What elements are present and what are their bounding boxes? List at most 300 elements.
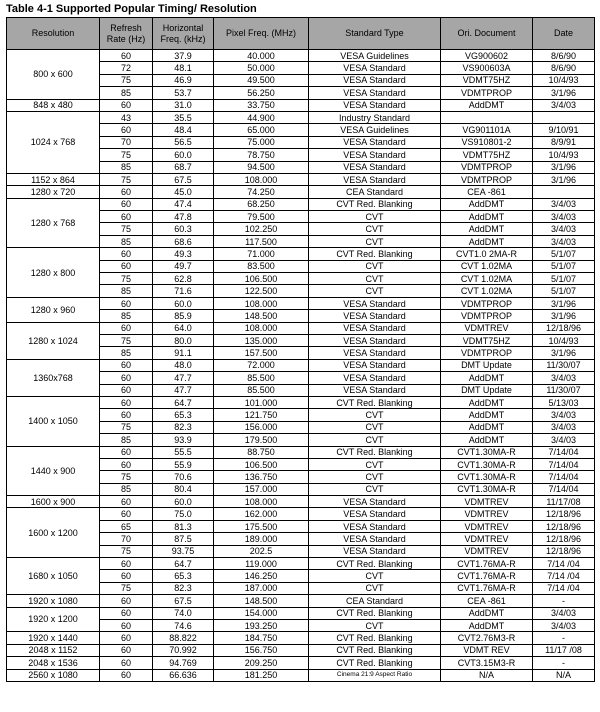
pixel-freq-cell: 108.000 bbox=[214, 496, 309, 508]
ori-document-cell: AddDMT bbox=[441, 372, 533, 384]
standard-type-cell: Industry Standard bbox=[309, 111, 441, 123]
pixel-freq-cell: 74.250 bbox=[214, 186, 309, 198]
refresh-rate-cell: 70 bbox=[100, 136, 153, 148]
ori-document-cell: VDMT REV bbox=[441, 644, 533, 656]
date-cell: 12/18/96 bbox=[533, 533, 595, 545]
refresh-rate-cell: 60 bbox=[100, 644, 153, 656]
ori-document-cell: VG900602 bbox=[441, 50, 533, 62]
standard-type-cell: CVT bbox=[309, 471, 441, 483]
resolution-cell: 1152 x 864 bbox=[7, 173, 100, 185]
refresh-rate-cell: 75 bbox=[100, 545, 153, 557]
horizontal-freq-cell: 47.8 bbox=[153, 211, 214, 223]
pixel-freq-cell: 106.500 bbox=[214, 273, 309, 285]
refresh-rate-cell: 85 bbox=[100, 483, 153, 495]
refresh-rate-cell: 60 bbox=[100, 186, 153, 198]
resolution-cell: 1280 x 1024 bbox=[7, 322, 100, 359]
resolution-cell: 1360x768 bbox=[7, 359, 100, 396]
table-row bbox=[7, 173, 595, 185]
table-caption: Table 4-1 Supported Popular Timing/ Resolution bbox=[6, 3, 257, 15]
header-ori-document: Ori. Document bbox=[441, 18, 533, 50]
ori-document-cell: AddDMT bbox=[441, 198, 533, 210]
standard-type-cell: VESA Standard bbox=[309, 520, 441, 532]
ori-document-cell: CVT1.30MA-R bbox=[441, 458, 533, 470]
ori-document-cell: CVT1.76MA-R bbox=[441, 582, 533, 594]
date-cell: 7/14/04 bbox=[533, 458, 595, 470]
horizontal-freq-cell: 56.5 bbox=[153, 136, 214, 148]
table-row bbox=[7, 111, 595, 123]
date-cell: 3/4/03 bbox=[533, 434, 595, 446]
date-cell: 3/1/96 bbox=[533, 161, 595, 173]
date-cell: 10/4/93 bbox=[533, 74, 595, 86]
standard-type-cell: VESA Standard bbox=[309, 359, 441, 371]
standard-type-cell: VESA Standard bbox=[309, 545, 441, 557]
ori-document-cell: AddDMT bbox=[441, 421, 533, 433]
standard-type-cell: CVT Red. Blanking bbox=[309, 446, 441, 458]
refresh-rate-cell: 60 bbox=[100, 458, 153, 470]
ori-document-cell: AddDMT bbox=[441, 211, 533, 223]
ori-document-cell: CVT1.76MA-R bbox=[441, 558, 533, 570]
standard-type-cell: CVT Red. Blanking bbox=[309, 248, 441, 260]
resolution-cell: 1680 x 1050 bbox=[7, 558, 100, 595]
standard-type-cell: CVT Red. Blanking bbox=[309, 657, 441, 669]
horizontal-freq-cell: 49.7 bbox=[153, 260, 214, 272]
horizontal-freq-cell: 64.7 bbox=[153, 396, 214, 408]
refresh-rate-cell: 60 bbox=[100, 297, 153, 309]
ori-document-cell: VDMTPROP bbox=[441, 297, 533, 309]
horizontal-freq-cell: 48.1 bbox=[153, 62, 214, 74]
horizontal-freq-cell: 53.7 bbox=[153, 87, 214, 99]
horizontal-freq-cell: 65.3 bbox=[153, 409, 214, 421]
horizontal-freq-cell: 94.769 bbox=[153, 657, 214, 669]
pixel-freq-cell: 121.750 bbox=[214, 409, 309, 421]
ori-document-cell: DMT Update bbox=[441, 384, 533, 396]
refresh-rate-cell: 60 bbox=[100, 508, 153, 520]
standard-type-cell: CVT Red. Blanking bbox=[309, 198, 441, 210]
date-cell: - bbox=[533, 657, 595, 669]
date-cell: 9/10/91 bbox=[533, 124, 595, 136]
horizontal-freq-cell: 46.9 bbox=[153, 74, 214, 86]
resolution-cell: 848 x 480 bbox=[7, 99, 100, 111]
date-cell: 5/1/07 bbox=[533, 273, 595, 285]
refresh-rate-cell: 60 bbox=[100, 607, 153, 619]
ori-document-cell: VDMTREV bbox=[441, 545, 533, 557]
ori-document-cell: CVT 1.02MA bbox=[441, 273, 533, 285]
horizontal-freq-cell: 49.3 bbox=[153, 248, 214, 260]
horizontal-freq-cell: 45.0 bbox=[153, 186, 214, 198]
refresh-rate-cell: 60 bbox=[100, 99, 153, 111]
horizontal-freq-cell: 47.4 bbox=[153, 198, 214, 210]
pixel-freq-cell: 108.000 bbox=[214, 173, 309, 185]
standard-type-cell: CVT Red. Blanking bbox=[309, 632, 441, 644]
table-row bbox=[7, 558, 595, 570]
refresh-rate-cell: 85 bbox=[100, 87, 153, 99]
horizontal-freq-cell: 60.0 bbox=[153, 297, 214, 309]
standard-type-cell: CVT Red. Blanking bbox=[309, 396, 441, 408]
resolution-cell: 1920 x 1200 bbox=[7, 607, 100, 632]
refresh-rate-cell: 75 bbox=[100, 74, 153, 86]
table-row bbox=[7, 396, 595, 408]
refresh-rate-cell: 75 bbox=[100, 273, 153, 285]
standard-type-cell: VESA Standard bbox=[309, 322, 441, 334]
ori-document-cell: VS910801-2 bbox=[441, 136, 533, 148]
ori-document-cell: VDMTREV bbox=[441, 520, 533, 532]
pixel-freq-cell: 72.000 bbox=[214, 359, 309, 371]
date-cell: 3/4/03 bbox=[533, 421, 595, 433]
refresh-rate-cell: 85 bbox=[100, 285, 153, 297]
refresh-rate-cell: 75 bbox=[100, 223, 153, 235]
refresh-rate-cell: 65 bbox=[100, 520, 153, 532]
standard-type-cell: CVT bbox=[309, 434, 441, 446]
table-row bbox=[7, 508, 595, 520]
refresh-rate-cell: 75 bbox=[100, 149, 153, 161]
pixel-freq-cell: 85.500 bbox=[214, 384, 309, 396]
date-cell: 7/14/04 bbox=[533, 446, 595, 458]
refresh-rate-cell: 60 bbox=[100, 372, 153, 384]
table-row bbox=[7, 595, 595, 607]
table-row bbox=[7, 657, 595, 669]
refresh-rate-cell: 85 bbox=[100, 347, 153, 359]
refresh-rate-cell: 60 bbox=[100, 669, 153, 681]
date-cell: 3/4/03 bbox=[533, 223, 595, 235]
refresh-rate-cell: 60 bbox=[100, 211, 153, 223]
pixel-freq-cell: 156.000 bbox=[214, 421, 309, 433]
refresh-rate-cell: 60 bbox=[100, 632, 153, 644]
pixel-freq-cell: 119.000 bbox=[214, 558, 309, 570]
ori-document-cell: VDMTPROP bbox=[441, 173, 533, 185]
standard-type-cell: VESA Standard bbox=[309, 372, 441, 384]
horizontal-freq-cell: 47.7 bbox=[153, 372, 214, 384]
date-cell: 12/18/96 bbox=[533, 322, 595, 334]
date-cell: 3/4/03 bbox=[533, 198, 595, 210]
standard-type-cell: CVT Red. Blanking bbox=[309, 644, 441, 656]
pixel-freq-cell: 122.500 bbox=[214, 285, 309, 297]
table-row bbox=[7, 632, 595, 644]
date-cell: 8/6/90 bbox=[533, 62, 595, 74]
date-cell: 7/14/04 bbox=[533, 483, 595, 495]
pixel-freq-cell: 88.750 bbox=[214, 446, 309, 458]
standard-type-cell: VESA Standard bbox=[309, 161, 441, 173]
ori-document-cell: VG901101A bbox=[441, 124, 533, 136]
date-cell: 5/1/07 bbox=[533, 285, 595, 297]
horizontal-freq-cell: 67.5 bbox=[153, 173, 214, 185]
horizontal-freq-cell: 64.7 bbox=[153, 558, 214, 570]
pixel-freq-cell: 193.250 bbox=[214, 619, 309, 631]
ori-document-cell: N/A bbox=[441, 669, 533, 681]
pixel-freq-cell: 154.000 bbox=[214, 607, 309, 619]
pixel-freq-cell: 156.750 bbox=[214, 644, 309, 656]
horizontal-freq-cell: 82.3 bbox=[153, 582, 214, 594]
date-cell: 8/9/91 bbox=[533, 136, 595, 148]
ori-document-cell: AddDMT bbox=[441, 99, 533, 111]
ori-document-cell: VDMT75HZ bbox=[441, 74, 533, 86]
pixel-freq-cell: 68.250 bbox=[214, 198, 309, 210]
horizontal-freq-cell: 85.9 bbox=[153, 310, 214, 322]
horizontal-freq-cell: 65.3 bbox=[153, 570, 214, 582]
horizontal-freq-cell: 75.0 bbox=[153, 508, 214, 520]
date-cell: 7/14 /04 bbox=[533, 582, 595, 594]
standard-type-cell: CVT bbox=[309, 260, 441, 272]
standard-type-cell: VESA Standard bbox=[309, 149, 441, 161]
horizontal-freq-cell: 60.0 bbox=[153, 496, 214, 508]
pixel-freq-cell: 136.750 bbox=[214, 471, 309, 483]
header-standard-type: Standard Type bbox=[309, 18, 441, 50]
horizontal-freq-cell: 48.0 bbox=[153, 359, 214, 371]
horizontal-freq-cell: 70.992 bbox=[153, 644, 214, 656]
pixel-freq-cell: 135.000 bbox=[214, 334, 309, 346]
resolution-cell: 1280 x 768 bbox=[7, 198, 100, 248]
date-cell: 3/4/03 bbox=[533, 607, 595, 619]
refresh-rate-cell: 60 bbox=[100, 359, 153, 371]
standard-type-cell: CVT bbox=[309, 285, 441, 297]
header-resolution: Resolution bbox=[7, 18, 100, 50]
refresh-rate-cell: 60 bbox=[100, 657, 153, 669]
header-pixel-freq: Pixel Freq. (MHz) bbox=[214, 18, 309, 50]
pixel-freq-cell: 187.000 bbox=[214, 582, 309, 594]
horizontal-freq-cell: 64.0 bbox=[153, 322, 214, 334]
table-header-row bbox=[7, 18, 595, 50]
date-cell: 7/14/04 bbox=[533, 471, 595, 483]
table-row bbox=[7, 446, 595, 458]
resolution-cell: 1400 x 1050 bbox=[7, 396, 100, 446]
standard-type-cell: VESA Standard bbox=[309, 87, 441, 99]
pixel-freq-cell: 56.250 bbox=[214, 87, 309, 99]
date-cell: 3/1/96 bbox=[533, 173, 595, 185]
ori-document-cell: CVT2.76M3-R bbox=[441, 632, 533, 644]
ori-document-cell: VDMT75HZ bbox=[441, 149, 533, 161]
pixel-freq-cell: 102.250 bbox=[214, 223, 309, 235]
standard-type-cell: Cinema 21:9 Aspect Ratio bbox=[309, 669, 441, 681]
refresh-rate-cell: 85 bbox=[100, 235, 153, 247]
refresh-rate-cell: 60 bbox=[100, 558, 153, 570]
horizontal-freq-cell: 81.3 bbox=[153, 520, 214, 532]
date-cell: 11/30/07 bbox=[533, 359, 595, 371]
ori-document-cell: VDMTPROP bbox=[441, 161, 533, 173]
ori-document-cell: DMT Update bbox=[441, 359, 533, 371]
table-row bbox=[7, 248, 595, 260]
pixel-freq-cell: 179.500 bbox=[214, 434, 309, 446]
ori-document-cell: AddDMT bbox=[441, 235, 533, 247]
pixel-freq-cell: 181.250 bbox=[214, 669, 309, 681]
table-row bbox=[7, 607, 595, 619]
standard-type-cell: VESA Standard bbox=[309, 99, 441, 111]
pixel-freq-cell: 75.000 bbox=[214, 136, 309, 148]
table-row bbox=[7, 669, 595, 681]
pixel-freq-cell: 157.000 bbox=[214, 483, 309, 495]
ori-document-cell: CVT1.30MA-R bbox=[441, 446, 533, 458]
ori-document-cell bbox=[441, 111, 533, 123]
resolution-cell: 2048 x 1536 bbox=[7, 657, 100, 669]
ori-document-cell: VDMTREV bbox=[441, 533, 533, 545]
refresh-rate-cell: 60 bbox=[100, 248, 153, 260]
refresh-rate-cell: 60 bbox=[100, 322, 153, 334]
refresh-rate-cell: 75 bbox=[100, 334, 153, 346]
refresh-rate-cell: 60 bbox=[100, 409, 153, 421]
standard-type-cell: VESA Standard bbox=[309, 508, 441, 520]
refresh-rate-cell: 60 bbox=[100, 496, 153, 508]
refresh-rate-cell: 75 bbox=[100, 173, 153, 185]
standard-type-cell: CVT bbox=[309, 619, 441, 631]
date-cell: 3/4/03 bbox=[533, 211, 595, 223]
pixel-freq-cell: 94.500 bbox=[214, 161, 309, 173]
standard-type-cell: CVT Red. Blanking bbox=[309, 607, 441, 619]
horizontal-freq-cell: 82.3 bbox=[153, 421, 214, 433]
standard-type-cell: CVT bbox=[309, 582, 441, 594]
refresh-rate-cell: 43 bbox=[100, 111, 153, 123]
pixel-freq-cell: 49.500 bbox=[214, 74, 309, 86]
ori-document-cell: VDMT75HZ bbox=[441, 334, 533, 346]
table-row bbox=[7, 186, 595, 198]
date-cell: - bbox=[533, 595, 595, 607]
horizontal-freq-cell: 55.9 bbox=[153, 458, 214, 470]
standard-type-cell: CVT bbox=[309, 211, 441, 223]
horizontal-freq-cell: 48.4 bbox=[153, 124, 214, 136]
refresh-rate-cell: 60 bbox=[100, 619, 153, 631]
date-cell: 12/18/96 bbox=[533, 520, 595, 532]
horizontal-freq-cell: 71.6 bbox=[153, 285, 214, 297]
refresh-rate-cell: 72 bbox=[100, 62, 153, 74]
ori-document-cell: AddDMT bbox=[441, 409, 533, 421]
standard-type-cell: VESA Standard bbox=[309, 496, 441, 508]
resolution-cell: 2560 x 1080 bbox=[7, 669, 100, 681]
horizontal-freq-cell: 31.0 bbox=[153, 99, 214, 111]
standard-type-cell: CVT bbox=[309, 409, 441, 421]
refresh-rate-cell: 85 bbox=[100, 434, 153, 446]
refresh-rate-cell: 60 bbox=[100, 260, 153, 272]
table-row bbox=[7, 322, 595, 334]
table-row bbox=[7, 359, 595, 371]
ori-document-cell: AddDMT bbox=[441, 607, 533, 619]
header-refresh-rate: Refresh Rate (Hz) bbox=[100, 18, 153, 50]
date-cell: 11/17/08 bbox=[533, 496, 595, 508]
ori-document-cell: VDMTPROP bbox=[441, 87, 533, 99]
standard-type-cell: VESA Standard bbox=[309, 136, 441, 148]
date-cell: 3/4/03 bbox=[533, 619, 595, 631]
standard-type-cell: CVT bbox=[309, 235, 441, 247]
table-row bbox=[7, 198, 595, 210]
standard-type-cell: VESA Guidelines bbox=[309, 50, 441, 62]
table-row bbox=[7, 99, 595, 111]
refresh-rate-cell: 60 bbox=[100, 50, 153, 62]
refresh-rate-cell: 70 bbox=[100, 533, 153, 545]
resolution-cell: 1920 x 1440 bbox=[7, 632, 100, 644]
date-cell: 8/6/90 bbox=[533, 50, 595, 62]
standard-type-cell: CVT bbox=[309, 570, 441, 582]
date-cell: 11/17 /08 bbox=[533, 644, 595, 656]
resolution-cell: 1600 x 1200 bbox=[7, 508, 100, 558]
timing-table bbox=[6, 17, 595, 682]
pixel-freq-cell: 202.5 bbox=[214, 545, 309, 557]
table-row bbox=[7, 297, 595, 309]
resolution-cell: 1280 x 960 bbox=[7, 297, 100, 322]
resolution-cell: 1600 x 900 bbox=[7, 496, 100, 508]
pixel-freq-cell: 85.500 bbox=[214, 372, 309, 384]
standard-type-cell: CEA Standard bbox=[309, 186, 441, 198]
pixel-freq-cell: 146.250 bbox=[214, 570, 309, 582]
resolution-cell: 1280 x 720 bbox=[7, 186, 100, 198]
table-body bbox=[7, 50, 595, 682]
standard-type-cell: CVT Red. Blanking bbox=[309, 558, 441, 570]
horizontal-freq-cell: 55.5 bbox=[153, 446, 214, 458]
standard-type-cell: VESA Standard bbox=[309, 347, 441, 359]
resolution-cell: 1920 x 1080 bbox=[7, 595, 100, 607]
standard-type-cell: CVT bbox=[309, 421, 441, 433]
horizontal-freq-cell: 35.5 bbox=[153, 111, 214, 123]
ori-document-cell: VDMTPROP bbox=[441, 347, 533, 359]
ori-document-cell: CEA -861 bbox=[441, 186, 533, 198]
ori-document-cell: CVT 1.02MA bbox=[441, 260, 533, 272]
date-cell: 3/1/96 bbox=[533, 87, 595, 99]
pixel-freq-cell: 40.000 bbox=[214, 50, 309, 62]
header-horizontal-freq: Horizontal Freq. (kHz) bbox=[153, 18, 214, 50]
table-row bbox=[7, 50, 595, 62]
standard-type-cell: VESA Standard bbox=[309, 334, 441, 346]
refresh-rate-cell: 60 bbox=[100, 384, 153, 396]
standard-type-cell: VESA Standard bbox=[309, 384, 441, 396]
horizontal-freq-cell: 67.5 bbox=[153, 595, 214, 607]
date-cell: 3/4/03 bbox=[533, 99, 595, 111]
refresh-rate-cell: 60 bbox=[100, 595, 153, 607]
horizontal-freq-cell: 66.636 bbox=[153, 669, 214, 681]
date-cell: 3/4/03 bbox=[533, 235, 595, 247]
ori-document-cell: CVT1.30MA-R bbox=[441, 483, 533, 495]
date-cell: 5/1/07 bbox=[533, 260, 595, 272]
date-cell: 3/4/03 bbox=[533, 409, 595, 421]
date-cell: N/A bbox=[533, 669, 595, 681]
pixel-freq-cell: 148.500 bbox=[214, 310, 309, 322]
date-cell: 3/4/03 bbox=[533, 372, 595, 384]
horizontal-freq-cell: 74.6 bbox=[153, 619, 214, 631]
table-row bbox=[7, 496, 595, 508]
date-cell: 12/18/96 bbox=[533, 508, 595, 520]
pixel-freq-cell: 50.000 bbox=[214, 62, 309, 74]
date-cell bbox=[533, 186, 595, 198]
horizontal-freq-cell: 60.0 bbox=[153, 149, 214, 161]
pixel-freq-cell: 108.000 bbox=[214, 322, 309, 334]
pixel-freq-cell: 33.750 bbox=[214, 99, 309, 111]
date-cell: 11/30/07 bbox=[533, 384, 595, 396]
pixel-freq-cell: 79.500 bbox=[214, 211, 309, 223]
ori-document-cell: CVT3.15M3-R bbox=[441, 657, 533, 669]
pixel-freq-cell: 106.500 bbox=[214, 458, 309, 470]
date-cell: - bbox=[533, 632, 595, 644]
pixel-freq-cell: 162.000 bbox=[214, 508, 309, 520]
pixel-freq-cell: 44.900 bbox=[214, 111, 309, 123]
standard-type-cell: VESA Standard bbox=[309, 74, 441, 86]
ori-document-cell: CEA -861 bbox=[441, 595, 533, 607]
resolution-cell: 1024 x 768 bbox=[7, 111, 100, 173]
standard-type-cell: VESA Standard bbox=[309, 533, 441, 545]
horizontal-freq-cell: 62.8 bbox=[153, 273, 214, 285]
horizontal-freq-cell: 68.7 bbox=[153, 161, 214, 173]
date-cell: 12/18/96 bbox=[533, 545, 595, 557]
header-date: Date bbox=[533, 18, 595, 50]
pixel-freq-cell: 189.000 bbox=[214, 533, 309, 545]
standard-type-cell: CVT bbox=[309, 483, 441, 495]
horizontal-freq-cell: 93.75 bbox=[153, 545, 214, 557]
standard-type-cell: VESA Standard bbox=[309, 310, 441, 322]
horizontal-freq-cell: 74.0 bbox=[153, 607, 214, 619]
pixel-freq-cell: 148.500 bbox=[214, 595, 309, 607]
ori-document-cell: CVT1.76MA-R bbox=[441, 570, 533, 582]
date-cell: 10/4/93 bbox=[533, 149, 595, 161]
resolution-cell: 1440 x 900 bbox=[7, 446, 100, 496]
date-cell: 3/1/96 bbox=[533, 310, 595, 322]
ori-document-cell: VDMTPROP bbox=[441, 310, 533, 322]
ori-document-cell: CVT1.30MA-R bbox=[441, 471, 533, 483]
horizontal-freq-cell: 47.7 bbox=[153, 384, 214, 396]
refresh-rate-cell: 60 bbox=[100, 570, 153, 582]
date-cell: 5/13/03 bbox=[533, 396, 595, 408]
